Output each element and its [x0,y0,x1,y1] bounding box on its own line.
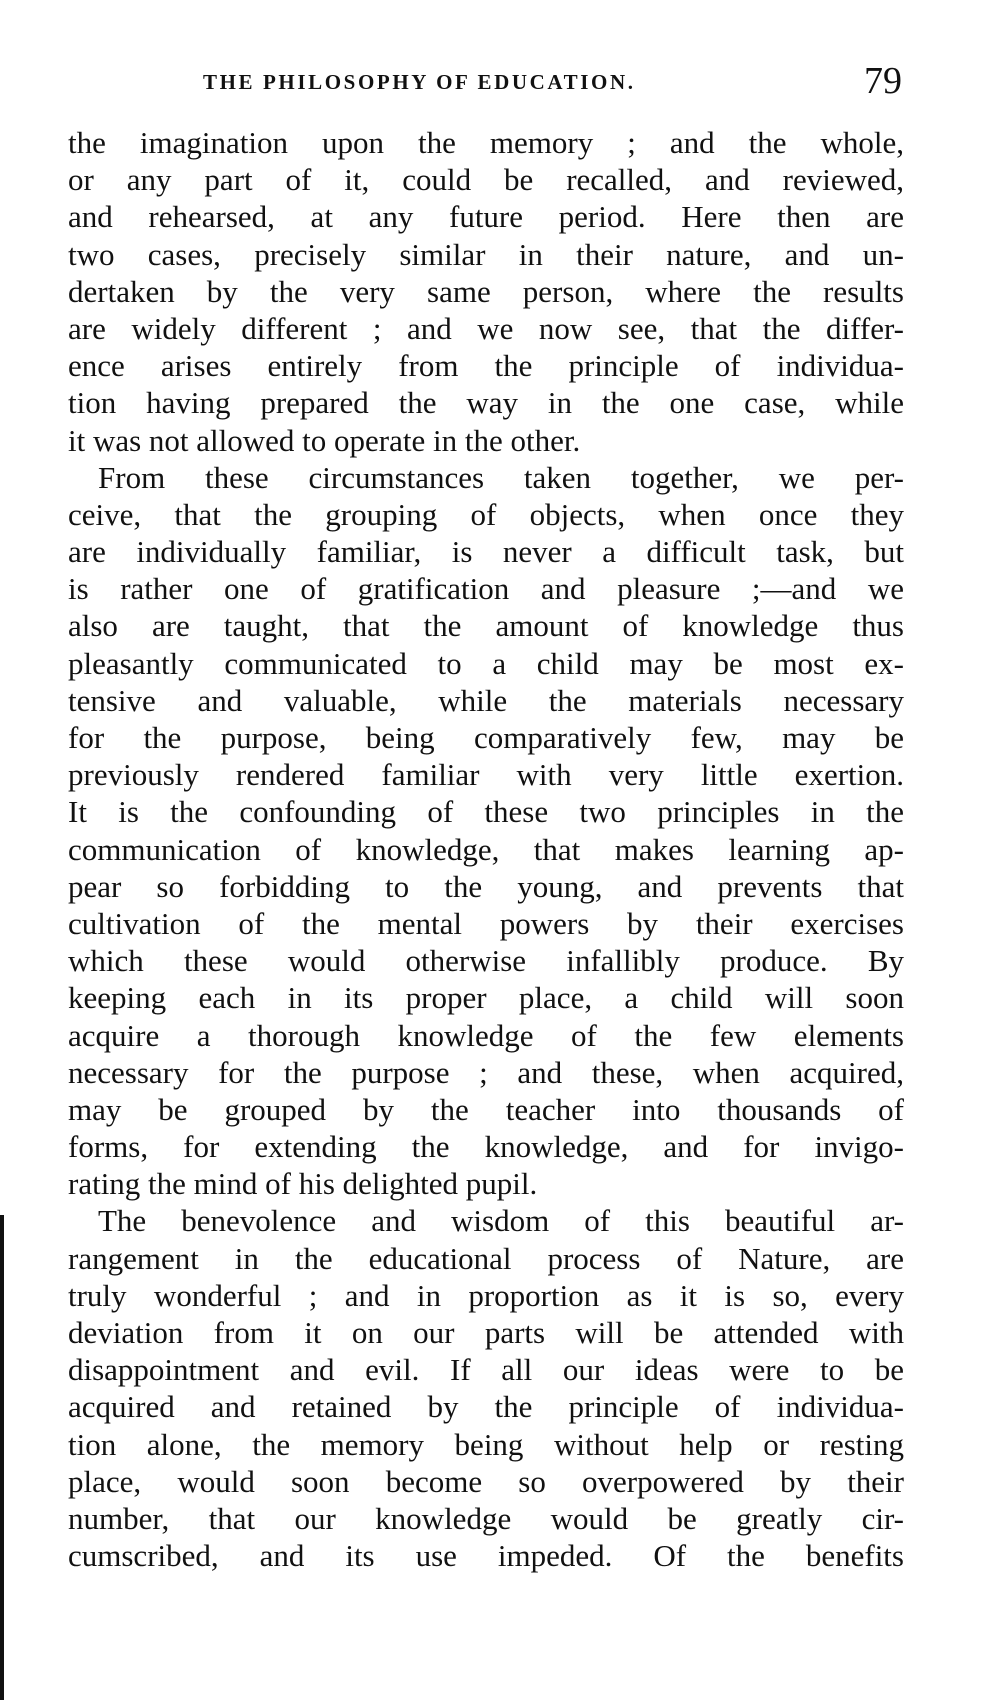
text-line: and rehearsed, at any future period. Here then are [68,199,904,235]
text-line: acquired and retained by the principle of individua- [68,1389,904,1425]
text-line: cultivation of the mental powers by their exercises [68,905,904,941]
page-edge-rule [0,1215,4,1700]
text-line: keeping each in its proper place, a child will soon [68,980,904,1016]
text-line: previously rendered familiar with very little exertion. [68,757,904,793]
text-line: two cases, precisely similar in their nature, and un- [68,236,904,272]
text-line: number, that our knowledge would be greatly cir- [68,1500,904,1536]
text-line: may be grouped by the teacher into thousands of [68,1091,904,1127]
text-line: place, would soon become so overpowered by their [68,1463,904,1499]
text-line: acquire a thorough knowledge of the few elements [68,1017,904,1053]
text-line: From these circumstances taken together, we per- [98,459,904,495]
text-line: pleasantly communicated to a child may be most ex- [68,645,904,681]
page-number: 79 [864,60,902,102]
text-line: necessary for the purpose ; and these, when acquired, [68,1054,904,1090]
text-line: disappointment and evil. If all our ideas were to be [68,1352,904,1388]
text-line: rating the mind of his delighted pupil. [68,1166,538,1202]
text-line: dertaken by the very same person, where the results [68,273,904,309]
text-line: for the purpose, being comparatively few, may be [68,720,904,755]
running-head [68,62,904,112]
text-line: pear so forbidding to the young, and prevents that [68,868,904,904]
text-line: rangement in the educational process of Nature, are [68,1240,904,1276]
text-line: cumscribed, and its use impeded. Of the benefits [68,1538,904,1574]
text-line: communication of knowledge, that makes learning ap- [68,831,904,867]
text-line: it was not allowed to operate in the other. [68,422,581,458]
text-line: ence arises entirely from the principle of individua- [68,348,904,384]
text-line: or any part of it, could be recalled, and reviewed, [68,162,904,198]
text-line: are widely different ; and we now see, that the differ- [68,310,904,346]
text-line: The benevolence and wisdom of this beautiful ar- [98,1203,904,1239]
text-line: truly wonderful ; and in proportion as it is so, every [68,1277,904,1313]
text-line: ceive, that the grouping of objects, when once they [68,496,904,532]
text-line: tion having prepared the way in the one case, while [68,385,904,421]
text-line: is rather one of gratification and pleasure ;—and we [68,571,904,607]
text-line: It is the confounding of these two principles in the [68,794,904,830]
running-title: THE PHILOSOPHY OF EDUCATION. [203,70,636,94]
text-line: are individually familiar, is never a difficult task, but [68,534,904,570]
text-line: which these would otherwise infallibly produce. By [68,943,904,979]
text-line: the imagination upon the memory ; and the whole, [68,125,904,160]
text-line: forms, for extending the knowledge, and for invigo- [68,1129,904,1165]
text-line: also are taught, that the amount of knowledge thus [68,608,904,644]
text-line: tensive and valuable, while the materials necessary [68,682,904,718]
text-line: deviation from it on our parts will be attended with [68,1315,904,1350]
text-line: tion alone, the memory being without help or resting [68,1426,904,1462]
body-text [68,124,904,1574]
